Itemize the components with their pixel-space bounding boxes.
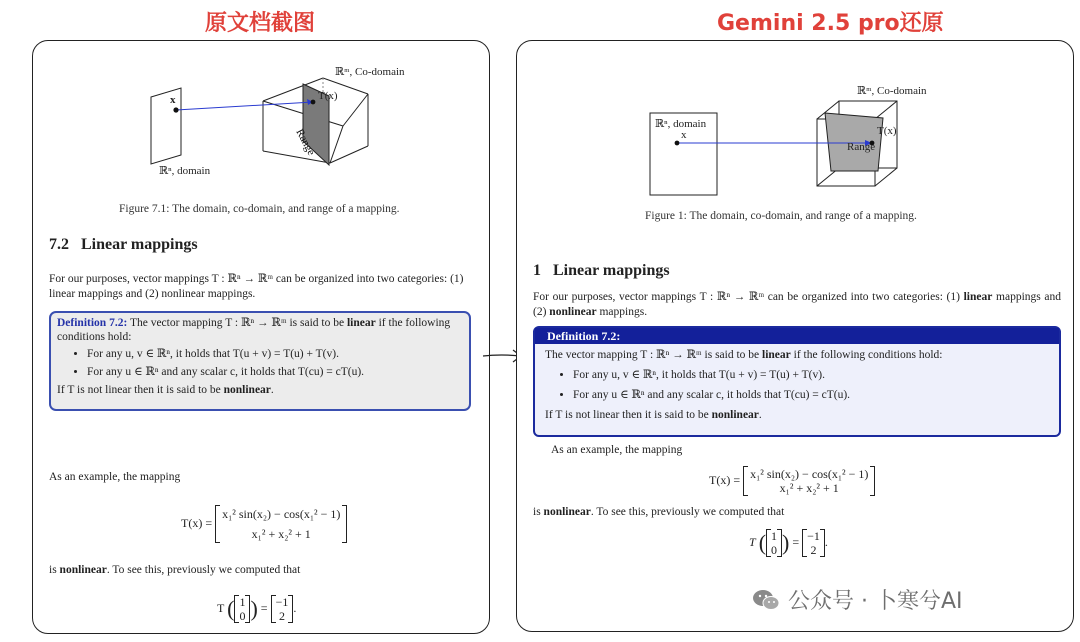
output-vector-2: 2 — [278, 609, 285, 623]
definition-closing-keyword: nonlinear — [711, 409, 759, 421]
reconstruction-panel — [516, 40, 1074, 632]
statement-text: is — [533, 506, 541, 518]
image-point-label: T(x) — [318, 90, 338, 102]
domain-point-label: x — [681, 129, 687, 141]
section-heading — [533, 262, 670, 280]
homogeneity-condition: • For any u ∈ ℝⁿ and any scalar c, it holds that T(cu) = cT(u). — [573, 388, 1049, 403]
domain-label: ℝⁿ, domain — [159, 165, 211, 177]
matrix-row-2: x₁² + x₂² + 1 — [251, 527, 311, 541]
input-vector-2: 0 — [239, 609, 246, 623]
equation-lhs: T(x) = — [181, 515, 213, 530]
additivity-condition: • For any u, v ∈ ℝⁿ, it holds that T(u + v) = T(u) + T(v). — [87, 347, 463, 362]
intro-keyword-nonlinear: nonlinear — [549, 306, 597, 318]
matrix-row-1: x₁² sin(x₂) − cos(x₁² − 1) — [750, 467, 869, 481]
definition-closing: If T is not linear then it is said to be — [545, 409, 709, 421]
statement-keyword: nonlinear — [59, 564, 107, 576]
nonlinear-statement — [49, 563, 300, 578]
section-number: 7.2 — [49, 236, 69, 253]
input-vector-2: 0 — [771, 543, 778, 557]
figure-caption: Figure 1: The domain, co-domain, and range of a mapping. — [645, 210, 917, 222]
additivity-condition: • For any u, v ∈ ℝⁿ, it holds that T(u + v) = T(u) + T(v). — [573, 368, 1049, 383]
image-point-label: T(x) — [877, 125, 897, 137]
intro-text-mid: mappings and (2) — [533, 291, 1061, 318]
output-vector-1: −1 — [275, 595, 289, 609]
definition-keyword: linear — [346, 317, 376, 329]
statement-text-end: . To see this, previously we computed that — [106, 564, 301, 576]
input-vector-1: 1 — [239, 595, 246, 609]
mapping-equation — [709, 466, 875, 496]
mapping-figure — [33, 41, 490, 201]
mapping-figure — [517, 41, 1074, 211]
statement-keyword: nonlinear — [543, 506, 591, 518]
domain-point-label: x — [170, 94, 176, 106]
output-vector-2: 2 — [810, 543, 817, 557]
codomain-label: ℝᵐ, Co-domain — [335, 66, 405, 78]
equation-function: T — [749, 534, 756, 549]
range-label: Range — [293, 127, 318, 158]
definition-keyword: linear — [762, 349, 791, 361]
reconstruction-heading: Gemini 2.5 pro还原 — [717, 11, 944, 36]
definition-title: Definition 7.2: — [535, 328, 1059, 344]
statement-text-end: . To see this, previously we computed that — [590, 506, 785, 518]
codomain-label: ℝᵐ, Co-domain — [857, 85, 927, 97]
definition-text: The vector mapping T : ℝⁿ → ℝᵐ is said to be — [545, 349, 760, 361]
intro-keyword-linear: linear — [963, 291, 993, 303]
watermark — [752, 584, 963, 615]
statement-text: is — [49, 564, 57, 576]
intro-text: For our purposes, vector mappings T : ℝⁿ → ℝᵐ can be organized into two categories: (1) — [533, 291, 960, 303]
intro-text-end: mappings. — [599, 306, 648, 318]
equation-function: T — [217, 600, 225, 615]
evaluation-equation: T ( 1 0 ) = −1 2 . — [749, 529, 828, 557]
nonlinear-statement — [533, 505, 784, 520]
example-intro: As an example, the mapping — [551, 444, 683, 456]
definition-closing-keyword: nonlinear — [223, 384, 271, 396]
definition-text-end: if the following conditions hold: — [793, 349, 943, 361]
section-heading — [49, 236, 198, 254]
definition-text: The vector mapping T : ℝⁿ → ℝᵐ is said to be — [129, 317, 345, 329]
watermark-text: 公众号 · 卜寒兮AI — [788, 589, 963, 614]
evaluation-equation: T ( 1 0 ) = −1 2 . — [217, 595, 297, 623]
definition-text-end: if the following conditions hold: — [57, 317, 451, 343]
section-title: Linear mappings — [81, 236, 198, 253]
range-label: Range — [847, 141, 876, 153]
homogeneity-condition: • For any u ∈ ℝⁿ and any scalar c, it holds that T(cu) = cT(u). — [87, 365, 463, 380]
output-vector-1: −1 — [807, 529, 820, 543]
equation-lhs: T(x) = — [709, 472, 741, 487]
definition-box: Definition 7.2: The vector mapping T : ℝⁿ → ℝᵐ is said to be linear if the following conditions hold: • For any u, v ∈ ℝⁿ, it holds that T(u + v) = T(u) + T(v). • For any u ∈ ℝⁿ and any scalar c, it holds that T(cu) = cT(u). If T is not linear then it is said to be nonlinear. — [49, 311, 471, 411]
intro-paragraph — [533, 290, 1061, 320]
intro-paragraph: For our purposes, vector mappings T : ℝⁿ → ℝᵐ can be organized into two categories: (1) linear mappings and (2) nonlinear mappings. — [49, 273, 464, 300]
domain-label: ℝⁿ, domain — [655, 118, 707, 130]
mapping-equation — [181, 505, 347, 543]
definition-title: Definition 7.2: — [57, 317, 128, 329]
matrix-row-1: x₁² sin(x₂) − cos(x₁² − 1) — [222, 507, 341, 521]
original-document-panel — [32, 40, 490, 634]
example-intro: As an example, the mapping — [49, 471, 181, 483]
definition-closing: If T is not linear then it is said to be — [57, 384, 221, 396]
section-title: Linear mappings — [553, 262, 670, 279]
original-heading: 原文档截图 — [205, 11, 316, 36]
input-vector-1: 1 — [771, 529, 778, 543]
section-number: 1 — [533, 262, 541, 279]
matrix-row-2: x₁² + x₂² + 1 — [779, 481, 839, 495]
figure-caption: Figure 7.1: The domain, co-domain, and range of a mapping. — [119, 203, 400, 215]
definition-box: Definition 7.2: The vector mapping T : ℝⁿ → ℝᵐ is said to be linear if the following conditions hold: • For any u, v ∈ ℝⁿ, it holds that T(u + v) = T(u) + T(v). • For any u ∈ ℝⁿ and any scalar c, it holds that T(cu) = cT(u). If T is not linear then it is said to be nonlinear. — [533, 326, 1061, 437]
wechat-icon — [752, 588, 780, 612]
